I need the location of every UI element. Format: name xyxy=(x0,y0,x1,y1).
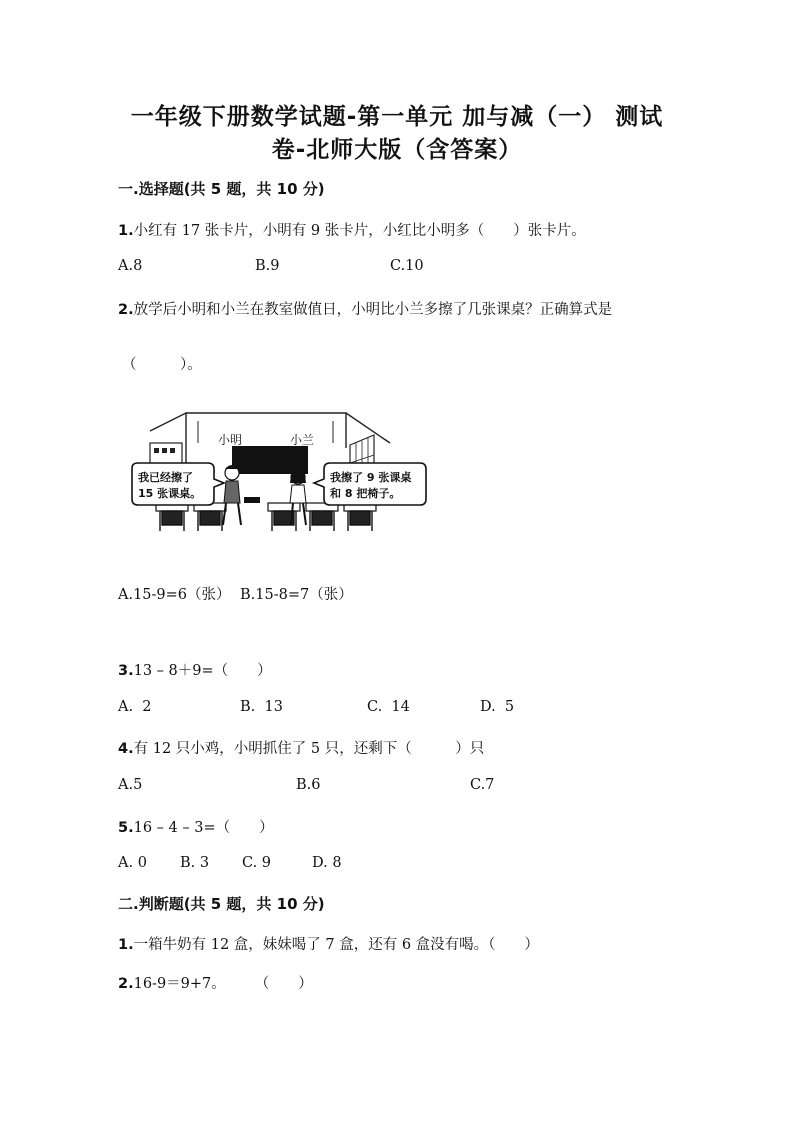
judgement-question-2 xyxy=(118,972,313,993)
question-text: 有 12 只小鸡，小明抓住了 5 只，还剩下（ ）只 xyxy=(133,741,485,757)
question-2 xyxy=(118,298,612,319)
option-c: C.7 xyxy=(470,777,495,793)
question-number: 3. xyxy=(118,663,134,679)
page-title-line-1: 一年级下册数学试题-第一单元 加与减（一） 测试 xyxy=(130,104,664,130)
question-number: 1. xyxy=(118,223,134,239)
question-number: 2. xyxy=(118,302,134,318)
option-a: A.5 xyxy=(118,777,143,793)
section-heading-choice: 一.选择题(共 5 题，共 10 分) xyxy=(118,180,325,198)
question-number: 2. xyxy=(118,976,134,992)
option-b: B.15-8=7（张） xyxy=(240,587,353,603)
question-text: 13 – 8＋9=（ ） xyxy=(133,663,272,679)
option-a: A.8 xyxy=(118,258,143,274)
question-text: 一箱牛奶有 12 盒，妹妹喝了 7 盒，还有 6 盒没有喝。（ ） xyxy=(133,937,539,953)
question-number: 4. xyxy=(118,741,134,757)
question-number: 5. xyxy=(118,820,134,836)
option-b: B. 13 xyxy=(240,699,283,715)
question-text: 小红有 17 张卡片，小明有 9 张卡片，小红比小明多（ ）张卡片。 xyxy=(133,223,586,239)
option-d: D. 8 xyxy=(312,855,342,871)
question-number: 1. xyxy=(118,937,134,953)
question-text: 放学后小明和小兰在教室做值日，小明比小兰多擦了几张课桌？正确算式是 xyxy=(133,302,613,318)
option-a: A. 0 xyxy=(118,855,147,871)
question-text: 16-9＝9+7。 （ ） xyxy=(133,976,313,992)
option-d: D. 5 xyxy=(480,699,515,715)
child-xiaolan-icon xyxy=(290,470,306,525)
option-c: C.10 xyxy=(390,258,424,274)
bubble-left-line-1: 我已经擦了 xyxy=(138,471,193,484)
label-xiaolan: 小兰 xyxy=(290,433,315,447)
question-text: 16 – 4 – 3=（ ） xyxy=(133,820,274,836)
speech-bubble-left xyxy=(132,463,224,505)
option-c: C. 14 xyxy=(367,699,410,715)
bubble-right-line-2: 和 8 把椅子。 xyxy=(330,487,401,500)
bubble-right-line-1: 我擦了 9 张课桌 xyxy=(330,471,412,484)
option-a: A. 2 xyxy=(118,699,152,715)
option-b: B.6 xyxy=(296,777,321,793)
question-4 xyxy=(118,737,484,758)
question-2-blank: （ ）。 xyxy=(122,357,202,373)
child-xiaoming-icon xyxy=(223,465,241,525)
label-xiaoming: 小明 xyxy=(218,433,243,447)
question-1 xyxy=(118,219,586,240)
page-title-line-2: 卷-北师大版（含答案） xyxy=(271,137,523,163)
question-5 xyxy=(118,816,274,837)
section-heading-judgement: 二.判断题(共 5 题，共 10 分) xyxy=(118,895,325,913)
option-a: A.15-9=6（张） xyxy=(118,587,231,603)
speech-bubble-right xyxy=(314,463,426,505)
judgement-question-1 xyxy=(118,933,539,954)
option-b: B. 3 xyxy=(180,855,210,871)
option-c: C. 9 xyxy=(242,855,272,871)
bubble-left-line-2: 15 张课桌。 xyxy=(138,487,202,500)
classroom-illustration xyxy=(128,403,428,538)
question-3 xyxy=(118,659,272,680)
option-b: B.9 xyxy=(255,258,280,274)
